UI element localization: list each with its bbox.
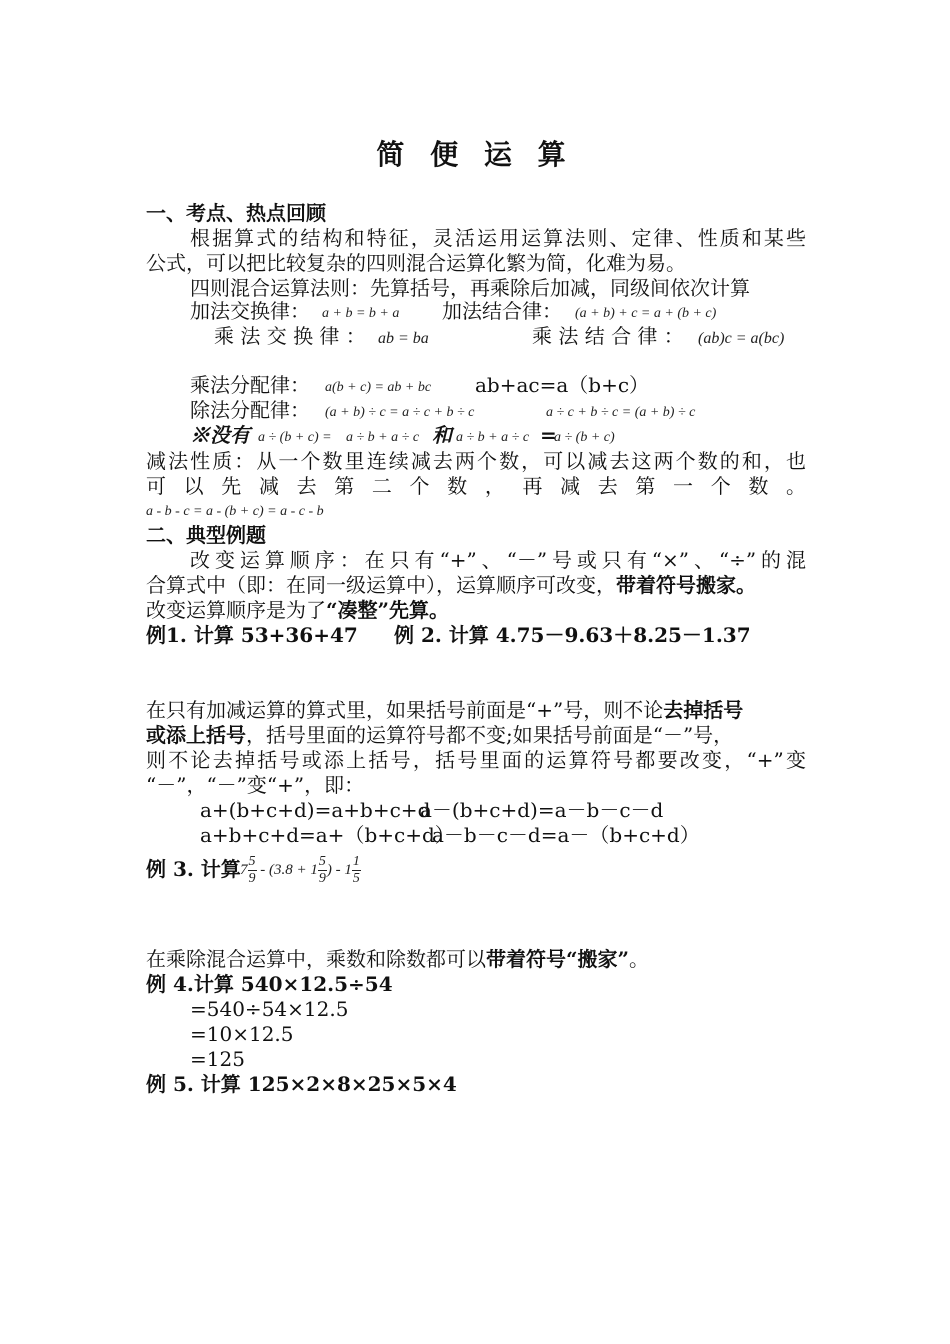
fraction-3-denominator: 5	[352, 871, 360, 887]
example-4-step-1: =540÷54×12.5	[190, 997, 349, 1021]
bracket-paragraph-line1	[146, 698, 743, 722]
muldiv-text: 在乘除混合运算中，乘数和除数都可以	[146, 947, 486, 971]
muldiv-paragraph	[146, 947, 649, 971]
section-heading-review: 一、考点、热点回顾	[146, 201, 326, 225]
example-2: 例 2. 计算 4.75－9.63＋8.25－1.37	[394, 623, 751, 647]
add-assoc-formula: (a + b) + c = a + (b + c)	[575, 306, 717, 321]
order-paragraph-line2	[146, 573, 756, 597]
mul-assoc-formula: (ab)c = a(bc)	[698, 330, 785, 347]
div-dist-formula-2: a ÷ c + b ÷ c = (a + b) ÷ c	[546, 405, 696, 420]
subtraction-property-line1: 减法性质：从一个数里连续减去两个数，可以减去这两个数的和，也	[146, 449, 806, 473]
example-3-expression	[240, 851, 361, 891]
mixed-number-whole-1: 7	[240, 862, 248, 878]
muldiv-emphasis: 带着符号“搬家”	[486, 947, 630, 971]
equation-2b: a－b－c－d=a－（b+c+d）	[432, 823, 700, 847]
equation-2a: a+b+c+d=a+（b+c+d）	[200, 823, 455, 847]
order-purpose-emphasis: “凑整”先算。	[326, 598, 450, 622]
fraction-2-numerator: 5	[318, 854, 326, 870]
bracket-emphasis-1: 去掉括号	[663, 698, 744, 722]
order-text: 合算式中（即：在同一级运算中），运算顺序可改变，	[146, 573, 616, 597]
bracket-text: 在只有加减运算的算式里，如果括号前面是“+”号，则不论	[146, 698, 664, 722]
equation-1a: a+(b+c+d)=a+b+c+d	[200, 798, 431, 822]
bracket-paragraph-line4: “－”，“－”变“+”，即：	[146, 773, 365, 797]
add-comm-formula: a + b = b + a	[322, 306, 400, 321]
example-5: 例 5. 计算 125×2×8×25×5×4	[146, 1072, 457, 1096]
order-paragraph-line1: 改变运算顺序：在只有“+”、“－”号或只有“×”、“÷”的混	[190, 548, 806, 572]
div-dist-label: 除法分配律：	[190, 398, 310, 422]
mul-dist-extra: ab+ac=a（b+c）	[475, 373, 650, 397]
add-assoc-label: 加法结合律：	[442, 299, 562, 323]
bracket-paragraph-line2	[146, 723, 733, 747]
fraction-1-numerator: 5	[248, 854, 256, 870]
mul-dist-formula: a(b + c) = ab + bc	[325, 380, 432, 395]
add-comm-label: 加法交换律：	[190, 299, 310, 323]
warning-no-label: ※没有	[190, 423, 250, 447]
rule-line: 四则混合运算法则：先算括号，再乘除后加减，同级间依次计算	[190, 276, 750, 300]
fraction-2-denominator: 9	[318, 871, 326, 887]
example-4: 例 4.计算 540×12.5÷54	[146, 972, 393, 996]
order-emphasis: 带着符号搬家。	[616, 573, 756, 597]
paragraph-intro-line1: 根据算式的结构和特征，灵活运用运算法则、定律、性质和某些	[190, 226, 806, 250]
fraction-1-denominator: 9	[248, 871, 256, 887]
expression-middle: - (3.8 + 1	[260, 862, 318, 878]
mul-comm-label: 乘 法 交 换 律 ：	[214, 324, 366, 348]
bracket-text-2: ，括号里面的运算符号都不变;如果括号前面是“－”号，	[246, 723, 734, 747]
example-4-step-3: =125	[190, 1047, 245, 1071]
fraction-2	[318, 854, 327, 887]
order-paragraph-line3	[146, 598, 449, 622]
order-purpose-text: 改变运算顺序是为了	[146, 598, 326, 622]
paragraph-intro-line2: 公式，可以把比较复杂的四则混合运算化繁为简，化难为易。	[146, 251, 686, 275]
subtraction-property-line2: 可 以 先 减 去 第 二 个 数 ， 再 减 去 第 一 个 数 。	[146, 474, 806, 498]
fraction-1	[248, 854, 257, 887]
warning-formula-1: a ÷ (b + c) =	[258, 430, 332, 445]
warning-formula-1b: a ÷ b + a ÷ c	[346, 430, 420, 445]
expression-end: ) - 1	[326, 862, 352, 878]
warning-and: 和	[432, 423, 452, 447]
mul-assoc-label: 乘 法 结 合 律 ：	[532, 324, 684, 348]
div-dist-formula-1: (a + b) ÷ c = a ÷ c + b ÷ c	[325, 405, 475, 420]
mul-comm-formula: ab = ba	[378, 330, 429, 347]
fraction-3	[352, 854, 361, 887]
warning-formula-2b: a ÷ (b + c)	[554, 430, 615, 445]
bracket-emphasis-2: 或添上括号	[146, 723, 246, 747]
section-heading-examples: 二、典型例题	[146, 523, 266, 547]
warning-eq: =	[540, 423, 557, 447]
fraction-3-numerator: 1	[352, 854, 360, 870]
warning-formula-2: a ÷ b + a ÷ c	[456, 430, 530, 445]
page-title: 简 便 运 算	[376, 138, 574, 171]
equation-1b: a－(b+c+d)=a－b－c－d	[420, 798, 664, 822]
subtraction-formula: a - b - c = a - (b + c) = a - c - b	[146, 504, 324, 519]
example-3-label: 例 3. 计算	[146, 857, 241, 881]
example-1: 例1. 计算 53+36+47	[146, 623, 358, 647]
mul-dist-label: 乘法分配律：	[190, 373, 310, 397]
example-4-step-2: =10×12.5	[190, 1022, 294, 1046]
bracket-paragraph-line3: 则不论去掉括号或添上括号，括号里面的运算符号都要改变，“+”变	[146, 748, 806, 772]
muldiv-period: 。	[629, 947, 650, 971]
